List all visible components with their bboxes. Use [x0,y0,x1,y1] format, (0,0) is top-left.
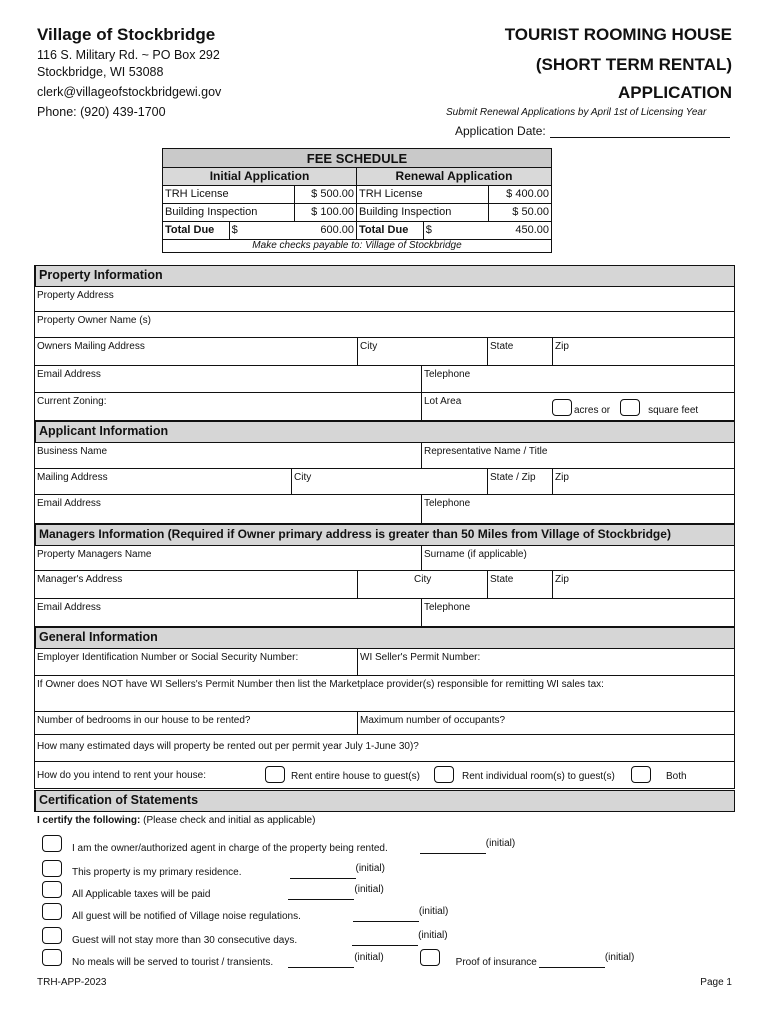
cert-text-4: All guest will be notified of Village noise regulations. [72,910,301,922]
cert-text-6: No meals will be served to tourist / transients. [72,956,274,968]
applicant-mailing-row [34,469,735,495]
owner-email-row [34,366,735,393]
ein-field[interactable]: Employer Identification Number or Social Security Number: [37,652,299,663]
property-address-row[interactable] [34,287,735,312]
fee-label: TRH License [357,186,489,203]
section-general: General Information [34,627,735,649]
insurance-checkbox[interactable] [420,949,440,966]
fee-value: $ 500.00 [295,186,357,203]
cert-statement [42,924,448,946]
property-owner-row[interactable] [34,312,735,338]
manager-state-field[interactable]: State [487,571,552,598]
org-phone: Phone: (920) 439-1700 [37,105,166,119]
fee-dollar: $ [425,224,432,236]
manager-address-field[interactable]: Manager's Address [37,574,123,585]
sqft-checkbox[interactable] [620,399,640,416]
representative-field[interactable]: Representative Name / Title [421,443,736,468]
fee-total-label: Total Due [357,222,424,239]
cert-text-2: This property is my primary residence. [72,866,242,878]
sqft-label: square feet [648,405,699,416]
initial-line-5[interactable] [352,934,418,946]
section-property: Property Information [34,265,735,287]
fee-label: Building Inspection [357,204,489,221]
marketplace-row[interactable] [34,676,735,712]
occupants-field[interactable]: Maximum number of occupants? [357,712,736,734]
initial-label: (initial) [418,929,448,941]
initial-line-4[interactable] [353,910,419,922]
cert-statement [42,857,385,879]
renewal-note: Submit Renewal Applications by April 1st of Licensing Year [446,107,707,118]
initial-label: (initial) [354,883,384,895]
owner-city-field[interactable]: City [357,338,487,365]
owner-email-field[interactable]: Email Address [37,369,101,380]
fee-value: $ 100.00 [295,204,357,221]
sellers-permit-field[interactable]: WI Seller's Permit Number: [357,649,736,675]
initial-line-1[interactable] [420,842,486,854]
rent-rooms-checkbox[interactable] [434,766,454,783]
owner-telephone-field[interactable]: Telephone [421,366,736,392]
business-row [34,443,735,469]
cert-statement [42,900,448,922]
fee-label: Building Inspection [163,204,295,221]
cert-checkbox-4[interactable] [42,903,62,920]
owner-mailing-row [34,338,735,366]
doc-title-3: APPLICATION [618,83,732,102]
doc-title-1: TOURIST ROOMING HOUSE [504,25,732,44]
cert-text-1: I am the owner/authorized agent in charge of the property being rented. [72,842,388,854]
section-certification: Certification of Statements [34,790,735,812]
fee-total-label: Total Due [163,222,230,239]
applicant-email-field[interactable]: Email Address [37,498,101,509]
fee-renewal-total: 450.00 [515,224,550,236]
applicant-zip-field[interactable]: Zip [552,469,736,494]
insurance-initial-line[interactable] [539,956,605,968]
fee-value: $ 50.00 [512,206,549,218]
ein-row [34,649,735,676]
application-date-label: Application Date: [455,124,546,138]
applicant-telephone-field[interactable]: Telephone [421,495,736,523]
manager-name-row [34,546,735,571]
bedrooms-field[interactable]: Number of bedrooms in our house to be rented? [37,715,251,726]
rent-type-label: How do you intend to rent your house: [37,770,206,781]
cert-statement [42,878,384,900]
org-name: Village of Stockbridge [37,25,216,44]
zoning-field[interactable]: Current Zoning: [37,396,107,407]
lot-unit-options [552,399,698,416]
fee-value: $ 400.00 [506,188,549,200]
application-form [34,0,735,1024]
manager-surname-field[interactable]: Surname (if applicable) [421,546,736,570]
owner-state-field[interactable]: State [487,338,552,365]
manager-zip-field[interactable]: Zip [552,571,736,598]
page-number: Page 1 [700,977,732,988]
property-owner-label: Property Owner Name (s) [37,315,151,326]
marketplace-label: If Owner does NOT have WI Sellers's Permit Number then list the Marketplace provider(s) responsible for remitting WI sales tax: [37,679,604,690]
business-name-field[interactable]: Business Name [37,446,108,457]
applicant-mailing-field[interactable]: Mailing Address [37,472,108,483]
initial-line-6[interactable] [288,956,354,968]
days-label: How many estimated days will property be rented out per permit year July 1-June 30)? [37,741,419,752]
acres-label: acres or [574,405,611,416]
rent-entire-checkbox[interactable] [265,766,285,783]
initial-label: (initial) [355,862,385,874]
cert-text-3: All Applicable taxes will be paid [72,888,211,900]
cert-checkbox-3[interactable] [42,881,62,898]
cert-statement [42,832,515,854]
manager-city-field[interactable]: City [357,571,487,598]
cert-text-5: Guest will not stay more than 30 consecutive days. [72,934,298,946]
section-applicant: Applicant Information [34,421,735,443]
cert-statement [42,946,634,968]
cert-checkbox-1[interactable] [42,835,62,852]
applicant-email-row [34,495,735,524]
manager-name-field[interactable]: Property Managers Name [37,549,152,560]
form-code: TRH-APP-2023 [37,977,107,988]
cert-checkbox-2[interactable] [42,860,62,877]
insurance-label: Proof of insurance [455,956,537,968]
fee-schedule-title: FEE SCHEDULE [163,149,551,168]
applicant-state-field[interactable]: State / Zip [487,469,552,494]
fee-renewal-header: Renewal Application [395,169,513,183]
owner-zip-field[interactable]: Zip [552,338,736,365]
rent-type-row [34,762,735,789]
applicant-city-field[interactable]: City [291,469,487,494]
days-row[interactable] [34,735,735,762]
cert-checkbox-5[interactable] [42,927,62,944]
fee-initial-header: Initial Application [163,168,357,185]
cert-checkbox-6[interactable] [42,949,62,966]
doc-title-2: (SHORT TERM RENTAL) [535,55,732,74]
manager-address-row [34,571,735,599]
fee-initial-total: 600.00 [320,224,355,236]
rent-both-label: Both [666,771,687,782]
lot-area-field[interactable] [421,393,736,420]
cert-intro-rest: (Please check and initial as applicable) [140,815,316,826]
bedrooms-row [34,712,735,735]
cert-intro-bold: I certify the following: [37,815,141,826]
cert-intro [37,815,315,826]
section-managers: Managers Information (Required if Owner primary address is greater than 50 Miles from Village of Stockbridge) [34,524,735,546]
manager-email-row [34,599,735,627]
initial-label: (initial) [418,905,449,917]
rent-both-checkbox[interactable] [631,766,651,783]
rent-rooms-label: Rent individual room(s) to guest(s) [462,771,615,782]
org-email: clerk@villageofstockbridgewi.gov [37,85,222,99]
initial-label: (initial) [354,951,384,963]
initial-line-3[interactable] [288,888,354,900]
zoning-row [34,393,735,421]
manager-email-field[interactable]: Email Address [37,602,101,613]
lot-area-label: Lot Area [424,396,462,407]
property-address-label: Property Address [37,290,114,301]
fee-payable-note: Make checks payable to: Village of Stockbridge [252,240,462,251]
fee-label: TRH License [163,186,295,203]
rent-entire-label: Rent entire house to guest(s) [291,771,420,782]
initial-label: (initial) [604,951,635,963]
owner-mailing-field[interactable]: Owners Mailing Address [37,341,145,352]
org-address-1: 116 S. Military Rd. ~ PO Box 292 [37,48,220,62]
initial-label: (initial) [485,837,516,849]
org-address-2: Stockbridge, WI 53088 [37,65,164,79]
fee-dollar: $ [231,224,238,236]
manager-telephone-field[interactable]: Telephone [421,599,736,626]
acres-checkbox[interactable] [552,399,572,416]
